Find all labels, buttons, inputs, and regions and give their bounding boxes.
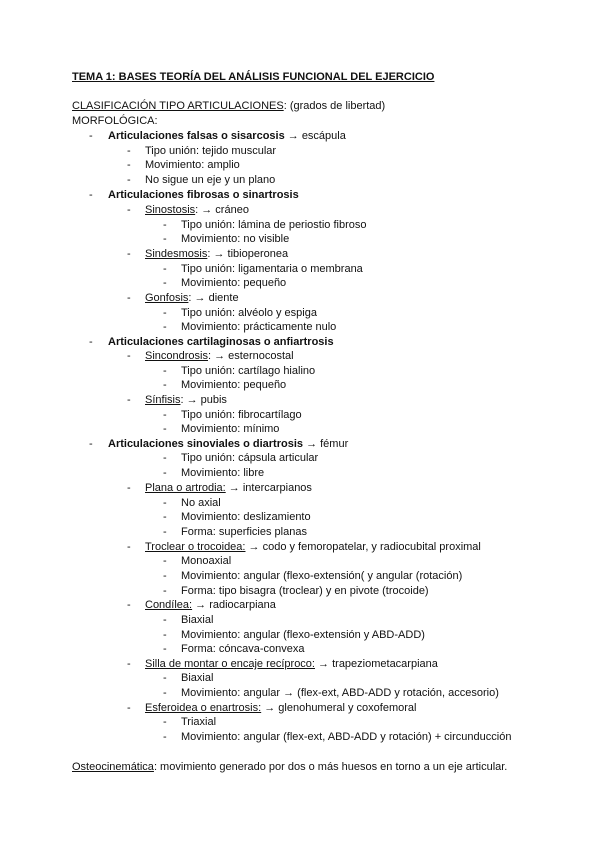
subsection-rest: → codo y femoropatelar, y radiocubital proximal xyxy=(245,541,481,553)
list-dash: - xyxy=(127,174,131,186)
subsection-label: Silla de montar o encaje recíproco: xyxy=(145,658,315,670)
subsection-label: Sinostosis xyxy=(145,204,196,216)
list-dash: - xyxy=(163,614,167,626)
subsection-sindesmosis xyxy=(145,247,288,261)
list-dash: - xyxy=(127,248,131,260)
list-item: Tipo unión: fibrocartílago xyxy=(181,409,302,421)
list-item: Tipo unión: tejido muscular xyxy=(145,145,277,157)
list-dash: - xyxy=(163,233,167,245)
classification-heading xyxy=(72,99,385,113)
list-dash: - xyxy=(163,497,167,509)
list-dash: - xyxy=(163,277,167,289)
section-falsas xyxy=(108,129,346,143)
list-item: Biaxial xyxy=(181,672,214,684)
subsection-label: Sincondrosis xyxy=(145,350,208,362)
subsection-rest: : → cráneo xyxy=(195,204,249,216)
subsection-sinostosis xyxy=(145,203,249,217)
section-sinoviales xyxy=(108,437,348,451)
list-item: Movimiento: pequeño xyxy=(181,379,287,391)
section-sinoviales-title: Articulaciones sinoviales o diartrosis xyxy=(108,438,304,450)
list-dash: - xyxy=(163,307,167,319)
list-item: Movimiento: pequeño xyxy=(181,277,287,289)
list-item: Forma: tipo bisagra (troclear) y en pivote (trocoide) xyxy=(181,585,429,597)
list-dash: - xyxy=(163,365,167,377)
list-item: Movimiento: prácticamente nulo xyxy=(181,321,337,333)
page-title: TEMA 1: BASES TEORÍA DEL ANÁLISIS FUNCIONAL DEL EJERCICIO xyxy=(72,71,435,83)
list-item: Tipo unión: alvéolo y espiga xyxy=(181,307,317,319)
subsection-rest: : → pubis xyxy=(180,394,227,406)
list-item: Movimiento: mínimo xyxy=(181,423,280,435)
list-dash: - xyxy=(127,204,131,216)
subsection-rest: → intercarpianos xyxy=(225,482,312,494)
list-dash: - xyxy=(163,672,167,684)
section-falsas-title: Articulaciones falsas o sisarcosis xyxy=(108,130,285,142)
list-item: Movimiento: angular (flexo-extensión( y angular (rotación) xyxy=(181,570,463,582)
list-dash: - xyxy=(127,702,131,714)
list-dash: - xyxy=(127,482,131,494)
list-item: Triaxial xyxy=(181,716,217,728)
section-cartilaginosas-title: Articulaciones cartilaginosas o anfiartrosis xyxy=(108,336,334,348)
subsection-gonfosis xyxy=(145,291,239,305)
list-dash: - xyxy=(163,409,167,421)
list-item: Movimiento: amplio xyxy=(145,159,240,171)
list-item: Movimiento: libre xyxy=(181,467,265,479)
section-fibrosas-title: Articulaciones fibrosas o sinartrosis xyxy=(108,189,299,201)
subsection-troclear xyxy=(145,540,481,554)
list-dash: - xyxy=(163,585,167,597)
list-dash: - xyxy=(127,145,131,157)
subsection-label: Sínfisis xyxy=(145,394,181,406)
list-dash: - xyxy=(163,629,167,641)
list-dash: - xyxy=(89,438,93,450)
list-item: Forma: superficies planas xyxy=(181,526,307,538)
list-dash: - xyxy=(163,687,167,699)
list-item: No axial xyxy=(181,497,221,509)
subsection-esferoidea xyxy=(145,701,416,715)
list-dash: - xyxy=(163,643,167,655)
list-dash: - xyxy=(89,189,93,201)
subsection-rest: : → tibioperonea xyxy=(207,248,289,260)
list-item: Tipo unión: lámina de periostio fibroso xyxy=(181,219,367,231)
subsection-plana xyxy=(145,481,312,495)
subsection-rest: → radiocarpiana xyxy=(192,599,276,611)
list-dash: - xyxy=(163,467,167,479)
osteocinematica-label: Osteocinemática xyxy=(72,761,154,773)
list-dash: - xyxy=(163,321,167,333)
list-dash: - xyxy=(163,511,167,523)
list-dash: - xyxy=(163,379,167,391)
list-item: Monoaxial xyxy=(181,555,232,567)
subsection-label: Troclear o trocoidea: xyxy=(145,541,246,553)
list-item: No sigue un eje y un plano xyxy=(145,174,276,186)
list-item: Biaxial xyxy=(181,614,214,626)
list-item: Movimiento: deslizamiento xyxy=(181,511,311,523)
list-item: Movimiento: angular (flex-ext, ABD-ADD y rotación) + circunducción xyxy=(181,731,512,743)
list-dash: - xyxy=(127,658,131,670)
list-item: Tipo unión: cartílago hialino xyxy=(181,365,316,377)
subsection-label: Condílea: xyxy=(145,599,193,611)
subsection-condilea xyxy=(145,598,276,612)
list-dash: - xyxy=(163,570,167,582)
list-dash: - xyxy=(163,423,167,435)
list-item: Forma: cóncava-convexa xyxy=(181,643,305,655)
list-item: Tipo unión: cápsula articular xyxy=(181,452,319,464)
subsection-rest: → trapeziometacarpiana xyxy=(314,658,438,670)
osteocinematica-rest: : movimiento generado por dos o más huesos en torno a un eje articular. xyxy=(153,761,508,773)
list-dash: - xyxy=(163,731,167,743)
list-dash: - xyxy=(163,526,167,538)
list-dash: - xyxy=(127,159,131,171)
osteocinematica-paragraph xyxy=(72,760,507,774)
list-dash: - xyxy=(89,130,93,142)
subsection-sinfisis xyxy=(145,393,227,407)
subsection-silla xyxy=(145,657,438,671)
subsection-label: Plana o artrodia: xyxy=(145,482,226,494)
list-dash: - xyxy=(127,599,131,611)
subsection-label: Gonfosis xyxy=(145,292,189,304)
list-dash: - xyxy=(127,394,131,406)
list-dash: - xyxy=(89,336,93,348)
subsection-rest: → glenohumeral y coxofemoral xyxy=(261,702,417,714)
section-falsas-rest: → escápula xyxy=(284,130,346,142)
list-dash: - xyxy=(163,716,167,728)
subsection-rest: : → esternocostal xyxy=(207,350,294,362)
list-dash: - xyxy=(163,555,167,567)
list-item: Movimiento: angular → (flex-ext, ABD-ADD y rotación, accesorio) xyxy=(181,687,499,699)
subsection-sincondrosis xyxy=(145,349,294,363)
subsection-rest: : → diente xyxy=(188,292,239,304)
section-sinoviales-rest: → fémur xyxy=(303,438,349,450)
list-dash: - xyxy=(163,452,167,464)
list-dash: - xyxy=(163,219,167,231)
list-item: Movimiento: angular (flexo-extensión y ABD-ADD) xyxy=(181,629,425,641)
subsection-label: Sindesmosis xyxy=(145,248,208,260)
classification-rest: : (grados de libertad) xyxy=(283,100,386,112)
classification-label: CLASIFICACIÓN TIPO ARTICULACIONES xyxy=(72,100,284,112)
list-dash: - xyxy=(127,541,131,553)
subsection-label: Esferoidea o enartrosis: xyxy=(145,702,262,714)
list-dash: - xyxy=(127,292,131,304)
list-item: Movimiento: no visible xyxy=(181,233,290,245)
list-item: Tipo unión: ligamentaria o membrana xyxy=(181,263,363,275)
list-dash: - xyxy=(163,263,167,275)
list-dash: - xyxy=(127,350,131,362)
morphological-heading: MORFOLÓGICA: xyxy=(72,115,158,127)
